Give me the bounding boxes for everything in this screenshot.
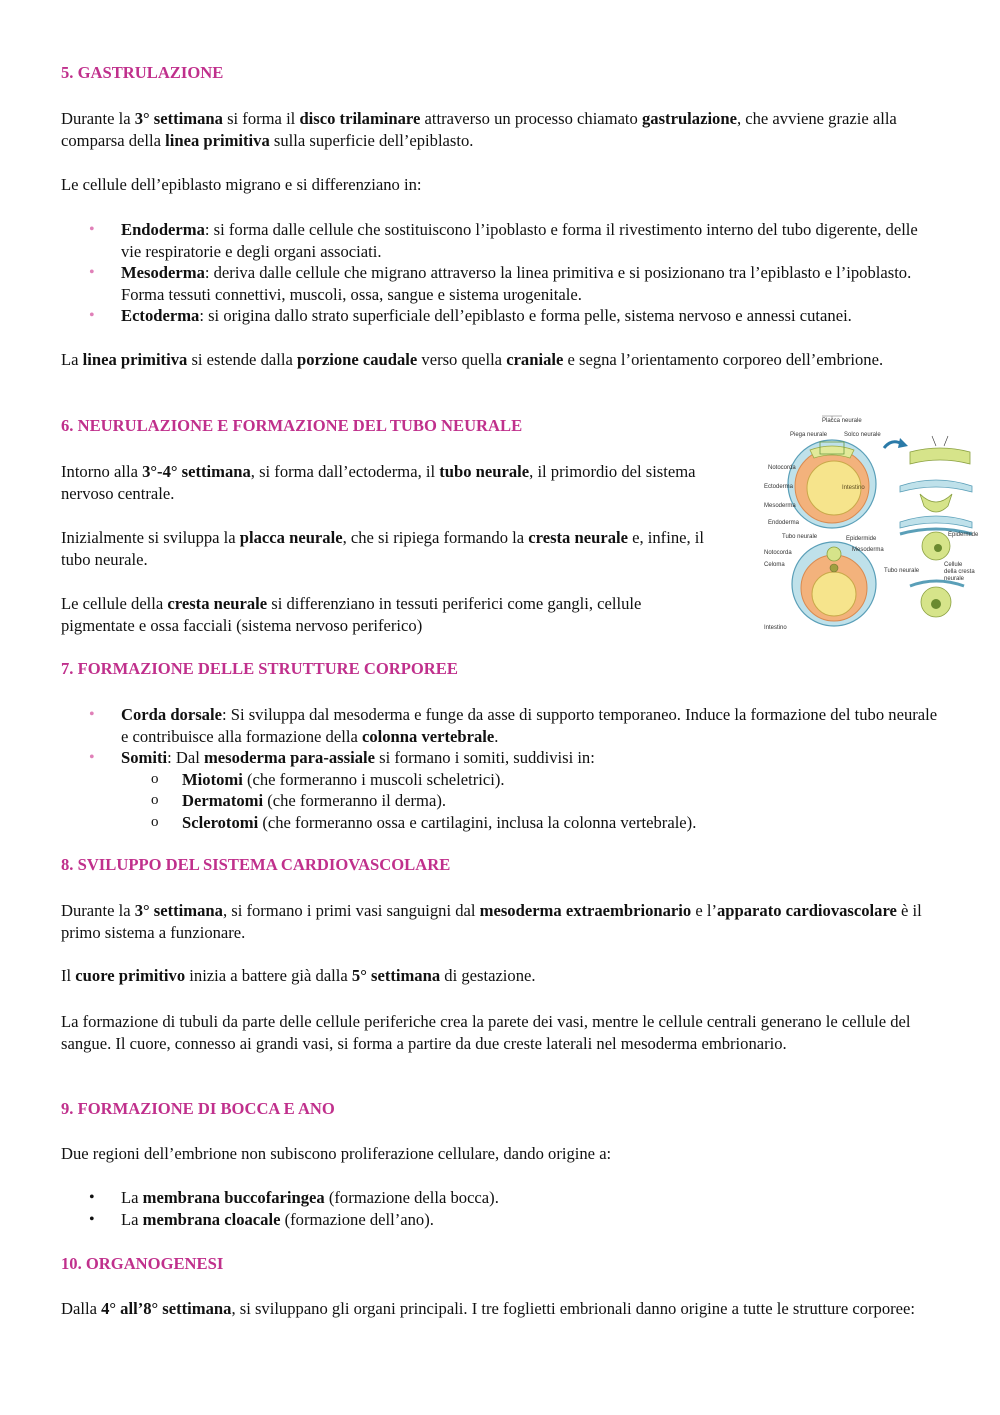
label-celoma: Celoma	[764, 562, 785, 568]
section-10-title: 10. ORGANOGENESI	[61, 1254, 224, 1273]
list-item: • Ectoderma: si origina dallo strato superficiale dell’epiblasto e forma pelle, sistema nervoso e annessi cutanei.	[61, 305, 941, 327]
label-epidermide: Epidermide	[846, 536, 877, 542]
list-item: • Mesoderma: deriva dalle cellule che migrano attraverso la linea primitiva e si posizionano tra l’epiblasto e l’ipoblasto. Forma tessuti connettivi, muscoli, ossa, sangue e sistema urogenitale.	[61, 262, 941, 305]
list-item: • La membrana buccofaringea (formazione della bocca).	[61, 1187, 941, 1209]
list-item: • Somiti: Dal mesoderma para-assiale si formano i somiti, suddivisi in:	[61, 747, 941, 769]
label-cellule-2: della cresta	[944, 569, 975, 575]
list-item: • La membrana cloacale (formazione dell’ano).	[61, 1209, 941, 1231]
label-endoderma: Endoderma	[768, 520, 800, 526]
sub-list-item: o Dermatomi (che formeranno il derma).	[61, 790, 941, 812]
label-piega-neurale: Piega neurale	[790, 432, 828, 438]
section-6-paragraph-1: Intorno alla 3°-4° settimana, si forma dall’ectoderma, il tubo neurale, il primordio del sistema nervoso centrale.	[61, 462, 696, 503]
section-7-title: 7. FORMAZIONE DELLE STRUTTURE CORPOREE	[61, 659, 458, 678]
body-structures-list	[61, 704, 941, 833]
label-ectoderma: Ectoderma	[764, 484, 794, 490]
embryo-cross-section-top	[788, 440, 876, 528]
section-10-paragraph-1: Dalla 4° all’8° settimana, si sviluppano gli organi principali. I tre foglietti embrionali danno origine a tutte le strutture corporee:	[61, 1299, 915, 1318]
label-cellule: Cellule	[944, 562, 963, 568]
section-6-paragraph-2: Inizialmente si sviluppa la placca neurale, che si ripiega formando la cresta neurale e, infine, il tubo neurale.	[61, 528, 705, 569]
list-item: • Corda dorsale: Si sviluppa dal mesoderma e funge da asse di supporto temporaneo. Induce la formazione del tubo neurale e contribuisce alla formazione della colonna vertebrale.	[61, 704, 941, 747]
section-5-paragraph-3: La linea primitiva si estende dalla porzione caudale verso quella craniale e segna l’orientamento corporeo dell’embrione.	[61, 350, 884, 369]
embryo-cross-section-bottom	[792, 542, 876, 626]
germ-layers-list	[61, 219, 941, 327]
neurulation-figure	[760, 414, 980, 634]
section-9-paragraph-1: Due regioni dell’embrione non subiscono proliferazione cellulare, dando origine a:	[61, 1144, 612, 1163]
sub-list-item: o Sclerotomi (che formeranno ossa e cartilagini, inclusa la colonna vertebrale).	[61, 812, 941, 834]
section-8-paragraph-3: La formazione di tubuli da parte delle cellule periferiche crea la parete dei vasi, mentre le cellule centrali generano le cellule del sangue. Il cuore, connesso ai grandi vasi, si forma a partire da due creste laterali nel mesoderma embrionario.	[61, 1012, 911, 1053]
label-intestino-top: Intestino	[842, 485, 865, 491]
label-intestino-bottom: Intestino	[764, 625, 787, 631]
section-5-paragraph-2: Le cellule dell’epiblasto migrano e si differenziano in:	[61, 175, 422, 194]
list-item: • Endoderma: si forma dalle cellule che sostituiscono l’ipoblasto e forma il rivestimento interno del tubo digerente, delle vie respiratorie e degli organi associati.	[61, 219, 941, 262]
label-mesoderma-2: Mesoderma	[852, 547, 884, 553]
label-tubo-neurale-left: Tubo neurale	[782, 534, 818, 540]
label-solco-neurale: Solco neurale	[844, 432, 881, 438]
label-placca-neurale: Placca neurale	[822, 418, 862, 424]
section-8-paragraph-1: Durante la 3° settimana, si formano i primi vasi sanguigni dal mesoderma extraembrionario e l’apparato cardiovascolare è il primo sistema a funzionare.	[61, 901, 922, 942]
section-5-title: 5. GASTRULAZIONE	[61, 63, 224, 82]
sub-list-item: o Miotomi (che formeranno i muscoli scheletrici).	[61, 769, 941, 791]
membranes-list	[61, 1187, 941, 1230]
label-notocorda: Notocorda	[768, 465, 796, 471]
section-6-paragraph-3: Le cellule della cresta neurale si differenziano in tessuti periferici come gangli, cellule pigmentate e ossa facciali (sistema nervoso periferico)	[61, 594, 642, 635]
neural-folding-stages	[900, 436, 972, 617]
label-epidermide-right: Epidermide	[948, 532, 979, 538]
label-mesoderma: Mesoderma	[764, 503, 796, 509]
section-8-title: 8. SVILUPPO DEL SISTEMA CARDIOVASCOLARE	[61, 855, 451, 874]
label-tubo-neurale-right: Tubo neurale	[884, 568, 920, 574]
section-6-title: 6. NEURULAZIONE E FORMAZIONE DEL TUBO NEURALE	[61, 416, 523, 435]
section-8-paragraph-2: Il cuore primitivo inizia a battere già dalla 5° settimana di gestazione.	[61, 966, 536, 985]
label-cellule-3: neurale	[944, 576, 965, 582]
section-9-title: 9. FORMAZIONE DI BOCCA E ANO	[61, 1099, 335, 1118]
label-notocorda-2: Notocorda	[764, 550, 792, 556]
section-5-paragraph-1: Durante la 3° settimana si forma il disco trilaminare attraverso un processo chiamato gastrulazione, che avviene grazie alla comparsa della linea primitiva sulla superficie dell’epiblasto.	[61, 109, 897, 150]
